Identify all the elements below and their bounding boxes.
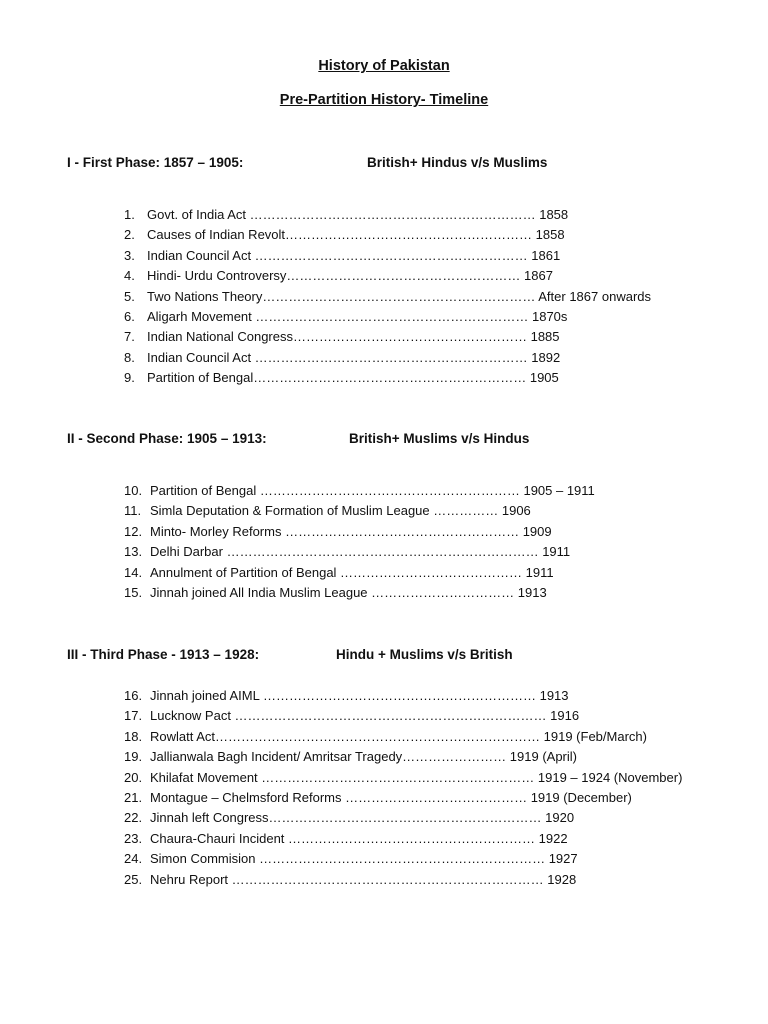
timeline-item (124, 349, 560, 367)
item-text: Causes of Indian Revolt………………………………………………… 1858 (147, 227, 565, 243)
item-text: Jinnah left Congress……………………………………………………… 1920 (150, 810, 575, 826)
item-number: 25. (124, 871, 143, 887)
timeline-item (124, 687, 569, 705)
timeline-item (124, 564, 554, 582)
item-text: Jallianwala Bagh Incident/ Amritsar Tragedy…………………… 1919 (April) (150, 749, 577, 765)
item-text: Jinnah joined All India Muslim League …………………………… 1913 (150, 585, 547, 600)
item-number: 9. (124, 370, 135, 386)
item-number: 15. (124, 585, 143, 600)
item-text: Jinnah joined AIML ……………………………………………………… 1913 (150, 688, 569, 703)
document-subtitle: Pre-Partition History- Timeline (279, 92, 489, 108)
item-text: Indian Council Act ……………………………………………………… 1892 (147, 349, 561, 365)
timeline-item (124, 328, 560, 346)
item-text: Annulment of Partition of Bengal …………………………………… 1911 (150, 564, 554, 580)
timeline-item (124, 502, 531, 520)
item-text: Lucknow Pact ……………………………………………………………… 1916 (150, 708, 580, 724)
item-number: 23. (124, 830, 143, 846)
item-text: Minto- Morley Reforms ……………………………………………… 1909 (150, 523, 552, 539)
item-text: Hindi- Urdu Controversy……………………………………………… 1867 (147, 268, 553, 284)
item-text: Simla Deputation & Formation of Muslim League …………… 1906 (150, 503, 531, 519)
timeline-item (124, 247, 560, 265)
item-number: 18. (124, 728, 143, 744)
item-number: 4. (124, 268, 135, 284)
timeline-item (124, 809, 574, 827)
timeline-item (124, 369, 559, 387)
document-title: History of Pakistan (318, 58, 450, 74)
timeline-item (124, 543, 570, 561)
item-number: 19. (124, 749, 143, 765)
timeline-item (124, 206, 568, 224)
timeline-item (124, 584, 547, 602)
item-text: Partition of Bengal …………………………………………………… 1905 – 1911 (150, 483, 595, 498)
phase-heading: III - Third Phase - 1913 – 1928: (67, 647, 260, 662)
item-number: 12. (124, 523, 143, 539)
item-number: 16. (124, 688, 143, 703)
item-text: Chaura-Chauri Incident ………………………………………………… 1922 (150, 830, 568, 846)
item-number: 14. (124, 564, 143, 580)
item-number: 24. (124, 851, 143, 867)
item-number: 10. (124, 483, 143, 498)
item-number: 22. (124, 810, 143, 826)
timeline-item (124, 226, 565, 244)
item-number: 5. (124, 288, 135, 304)
phase-alliance: British+ Hindus v/s Muslims (367, 155, 548, 170)
timeline-item (124, 769, 682, 787)
item-text: Aligarh Movement ……………………………………………………… 1870s (147, 309, 568, 324)
timeline-item (124, 267, 553, 285)
item-number: 13. (124, 544, 143, 560)
item-number: 2. (124, 227, 135, 243)
item-number: 11. (124, 503, 142, 519)
timeline-item (124, 523, 552, 541)
timeline-item (124, 850, 578, 868)
item-number: 20. (124, 769, 143, 785)
phase-heading: II - Second Phase: 1905 – 1913: (67, 431, 267, 446)
timeline-item (124, 288, 651, 306)
item-text: Rowlatt Act………………………………………………………………… 1919 (Feb/March) (150, 728, 647, 744)
timeline-item (124, 830, 568, 848)
item-text: Two Nations Theory……………………………………………………… After 1867 onwards (147, 288, 651, 304)
timeline-item (124, 728, 647, 746)
timeline-item (124, 748, 577, 766)
item-text: Khilafat Movement ……………………………………………………… 1919 – 1924 (November) (150, 769, 683, 785)
item-number: 3. (124, 247, 135, 263)
item-text: Partition of Bengal……………………………………………………… 1905 (147, 370, 559, 386)
item-text: Indian Council Act ……………………………………………………… 1861 (147, 247, 561, 263)
item-number: 6. (124, 309, 135, 324)
item-text: Delhi Darbar ……………………………………………………………… 1911 (150, 544, 571, 560)
phase-alliance: British+ Muslims v/s Hindus (349, 431, 530, 446)
timeline-item (124, 482, 595, 500)
item-text: Nehru Report ……………………………………………………………… 1928 (150, 871, 577, 887)
item-number: 21. (124, 790, 143, 805)
timeline-item (124, 707, 579, 725)
timeline-item (124, 789, 632, 807)
phase-heading: I - First Phase: 1857 – 1905: (67, 155, 244, 170)
item-text: Montague – Chelmsford Reforms …………………………………… 1919 (December) (150, 790, 632, 805)
item-number: 8. (124, 349, 135, 365)
phase-alliance: Hindu + Muslims v/s British (336, 647, 513, 662)
item-number: 7. (124, 329, 135, 345)
timeline-item (124, 871, 576, 889)
item-text: Simon Commision ………………………………………………………… 1927 (150, 851, 578, 867)
item-text: Indian National Congress……………………………………………… 1885 (147, 329, 560, 345)
item-text: Govt. of India Act ………………………………………………………… 1858 (147, 207, 569, 222)
item-number: 1. (124, 207, 135, 222)
timeline-item (124, 308, 567, 326)
item-number: 17. (124, 708, 143, 724)
